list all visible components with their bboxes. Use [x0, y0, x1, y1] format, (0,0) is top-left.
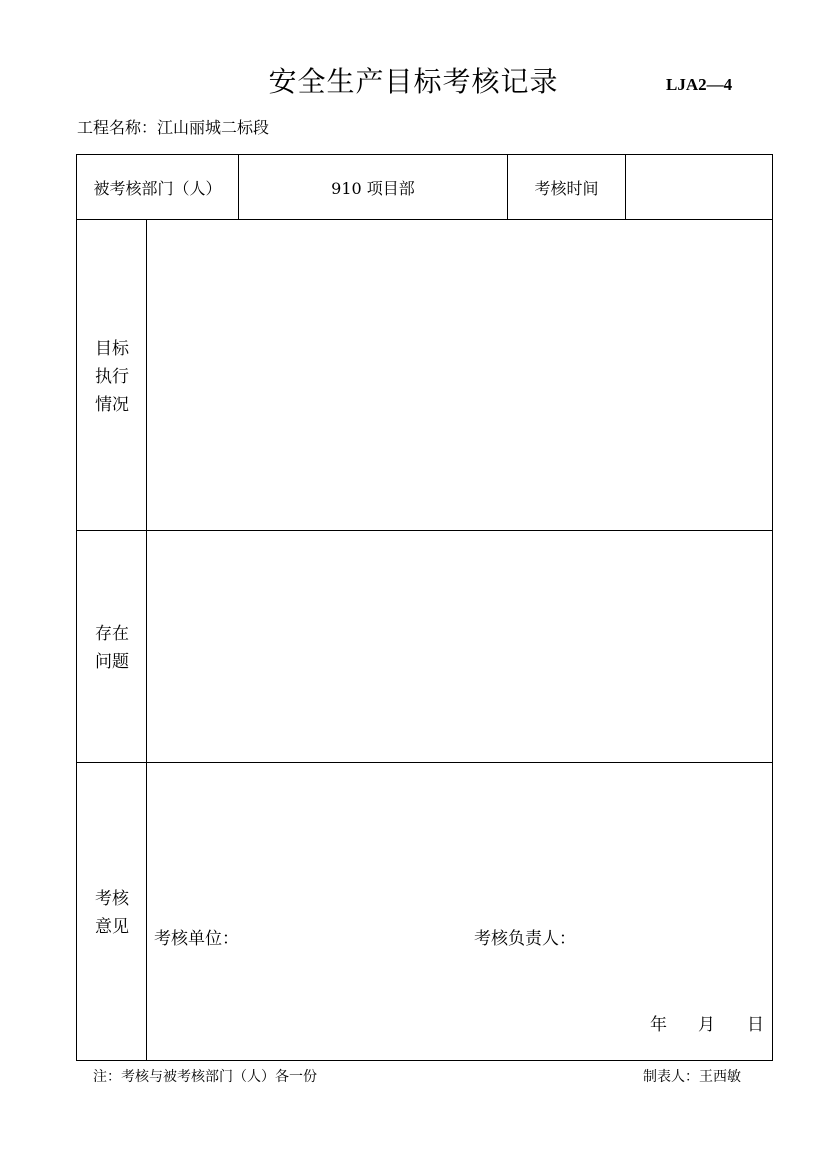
problems-content — [147, 531, 772, 762]
assessed-dept-value: 910 项目部 — [331, 179, 415, 198]
project-name: 工程名称：江山丽城二标段 — [77, 118, 270, 137]
date-month: 月 — [698, 1015, 715, 1035]
assessment-unit-label: 考核单位： — [154, 929, 239, 949]
table-border-top — [76, 154, 773, 155]
assessed-dept-label: 被考核部门（人） — [93, 179, 222, 198]
column-divider — [625, 154, 626, 220]
opinion-label: 考核 意见 — [95, 889, 129, 937]
table-border-bottom — [76, 1060, 773, 1061]
table-border-right — [772, 154, 773, 1061]
date-day: 日 — [747, 1015, 764, 1035]
execution-content — [147, 220, 772, 530]
assessment-leader-label: 考核负责人： — [474, 929, 576, 949]
page-title: 安全生产目标考核记录 — [268, 65, 559, 98]
form-code: LJA2—4 — [666, 75, 733, 94]
date-year: 年 — [650, 1015, 667, 1035]
footer-note: 注：考核与被考核部门（人）各一份 — [93, 1069, 317, 1085]
opinion-content — [147, 763, 772, 1060]
form-maker: 制表人：王西敏 — [643, 1069, 741, 1085]
assessment-time-label: 考核时间 — [534, 179, 599, 198]
problems-label: 存在 问题 — [95, 624, 129, 672]
execution-label: 目标 执行 情况 — [95, 339, 129, 415]
